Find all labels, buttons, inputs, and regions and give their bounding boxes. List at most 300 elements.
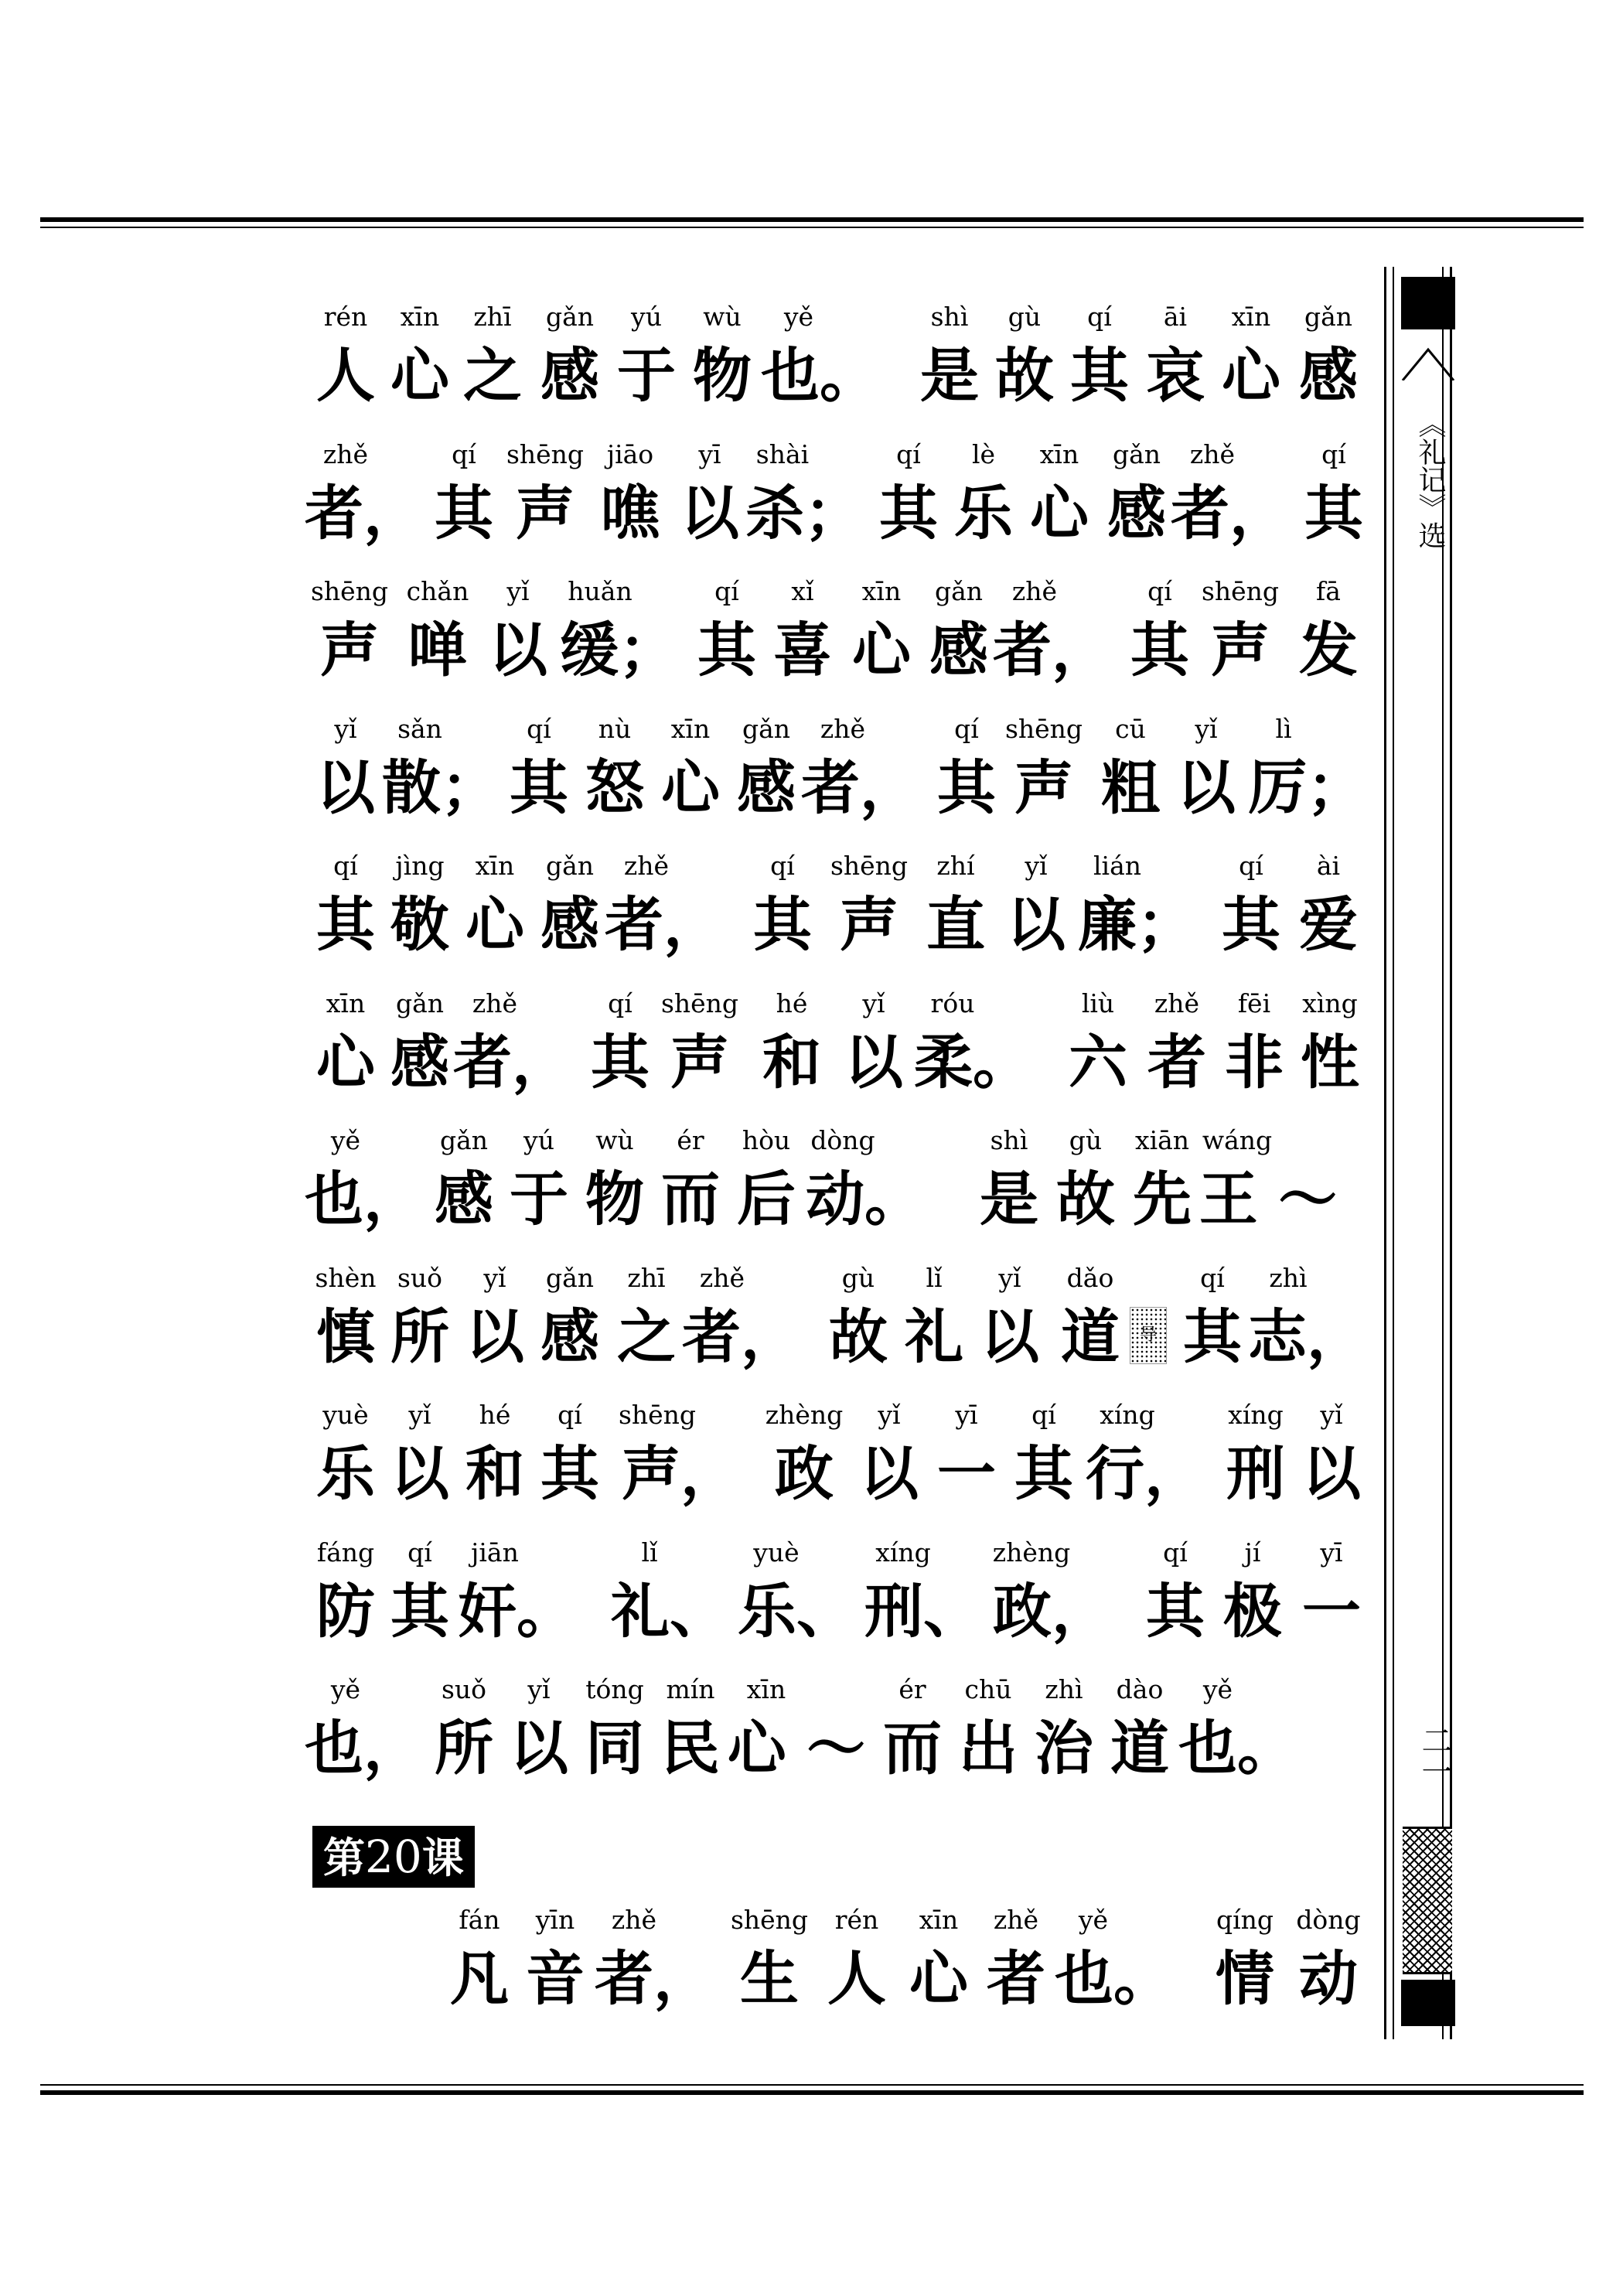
hanzi: 政， <box>993 1576 1110 1646</box>
pinyin: xīn <box>861 576 902 606</box>
hanzi: 者 <box>1147 1027 1206 1097</box>
pinyin: qí <box>714 576 739 606</box>
pinyin: shēng <box>1004 713 1083 744</box>
pinyin: yǐ <box>506 576 530 606</box>
pinyin: yú <box>631 302 662 332</box>
pinyin: zhì <box>1269 1262 1308 1293</box>
pinyin: yuè <box>322 1400 369 1430</box>
pinyin: yīn <box>535 1905 575 1935</box>
pinyin: yǐ <box>1025 851 1048 881</box>
pinyin: ér <box>898 1674 926 1704</box>
hanzi: 凡 <box>450 1944 509 2013</box>
pinyin: qí <box>608 988 632 1018</box>
hanzi: 心 <box>909 1944 968 2013</box>
pinyin: xīn <box>1231 302 1271 332</box>
hanzi: 其 <box>435 478 493 548</box>
hanzi: 心 <box>852 616 911 684</box>
pinyin: yǐ <box>1195 713 1218 744</box>
pinyin: gǎn <box>545 851 595 881</box>
hanzi: 以 <box>680 478 739 548</box>
hanzi: 者， <box>595 1944 712 2013</box>
pinyin: jìng <box>395 851 445 881</box>
hanzi: 极 <box>1223 1576 1282 1646</box>
pinyin: shēng <box>310 576 389 606</box>
pinyin: zhě <box>993 1905 1039 1935</box>
pinyin: chū <box>964 1674 1012 1704</box>
hanzi: 者， <box>801 752 919 822</box>
hanzi: 其 <box>1130 616 1189 684</box>
hanzi: 物 <box>585 1165 644 1233</box>
hanzi: 感 <box>540 341 599 410</box>
pinyin: xīn <box>919 1905 959 1935</box>
pinyin: yě <box>1202 1674 1233 1704</box>
hanzi: 故 <box>829 1302 888 1371</box>
hanzi: 感 <box>737 752 796 822</box>
pinyin: qí <box>527 713 551 744</box>
pinyin: yī <box>698 438 721 469</box>
pinyin: suǒ <box>397 1262 443 1293</box>
hanzi: 人 <box>316 341 375 410</box>
pinyin: wù <box>703 302 742 332</box>
hanzi: 之 <box>463 341 522 410</box>
pinyin: shì <box>930 302 969 332</box>
pinyin: róu <box>930 988 975 1018</box>
hanzi: 故 <box>1056 1165 1115 1233</box>
pinyin: qí <box>407 1537 432 1568</box>
hanzi: 其 <box>1014 1439 1073 1508</box>
sidebar-book-title: 《礼记》选 <box>1414 410 1446 549</box>
hanzi: 之 <box>617 1302 676 1371</box>
hanzi: 者， <box>1171 478 1288 548</box>
pinyin: jiān <box>471 1537 519 1568</box>
hanzi: 其 <box>316 890 375 959</box>
pinyin: zhě <box>1189 438 1236 469</box>
hanzi: 其 <box>1146 1576 1205 1646</box>
hanzi: 噍 <box>601 478 660 548</box>
pinyin: dòng <box>810 1125 875 1155</box>
hanzi: 感 <box>540 890 599 959</box>
hanzi: 啴 <box>408 616 467 684</box>
pinyin: liù <box>1081 988 1115 1018</box>
hanzi: 以 <box>465 1302 524 1371</box>
pinyin: dòng <box>1296 1905 1361 1935</box>
pinyin: hé <box>776 988 808 1018</box>
text-line <box>0 714 1623 830</box>
hanzi: 和 <box>465 1439 524 1508</box>
pinyin: āi <box>1163 302 1188 332</box>
hanzi: 道 <box>1110 1714 1169 1783</box>
pinyin: yǐ <box>878 1400 901 1430</box>
hanzi: 政 <box>775 1439 834 1508</box>
pinyin: dǎo <box>1066 1262 1114 1293</box>
hanzi: 以 <box>510 1714 568 1783</box>
hanzi: 以 <box>1177 752 1236 822</box>
pinyin: qí <box>1321 438 1346 469</box>
lesson-suffix: 课 <box>421 1834 464 1882</box>
pinyin: yě <box>330 1674 361 1704</box>
pinyin: shēng <box>660 988 739 1018</box>
pinyin: yǐ <box>1320 1400 1343 1430</box>
pinyin: xīn <box>326 988 366 1018</box>
hanzi: 人 <box>827 1944 886 2013</box>
hanzi: 同 <box>585 1714 644 1783</box>
hanzi: 物 <box>693 341 752 410</box>
pinyin: yě <box>330 1125 361 1155</box>
hanzi: 其 <box>510 752 568 822</box>
hanzi: 心 ～ <box>727 1714 866 1783</box>
hanzi: 奸。 <box>458 1576 575 1646</box>
hanzi: 刑 <box>1226 1439 1285 1508</box>
pinyin: yǐ <box>334 713 357 744</box>
hanzi: 非 <box>1225 1027 1284 1097</box>
pinyin: gù <box>841 1262 875 1293</box>
text-line <box>0 1400 1623 1516</box>
pinyin: fáng <box>316 1537 375 1568</box>
hanzi: 心 <box>661 752 720 822</box>
pinyin: tóng <box>585 1674 644 1704</box>
hanzi: 感 <box>390 1027 449 1097</box>
hanzi: 者， <box>305 478 422 548</box>
hanzi: 感 <box>929 616 988 684</box>
hanzi: 者， <box>682 1302 800 1371</box>
hanzi: 民 <box>661 1714 720 1783</box>
pinyin: shēng <box>730 1905 809 1935</box>
hanzi: 是 <box>920 341 979 410</box>
hanzi: 也。 <box>1055 1944 1172 2013</box>
hanzi: 后 <box>737 1165 796 1233</box>
pinyin: gǎn <box>545 302 595 332</box>
pinyin: gǎn <box>934 576 984 606</box>
hanzi: 刑、 <box>864 1576 982 1646</box>
pinyin: yǐ <box>408 1400 431 1430</box>
hanzi: 爱 <box>1299 890 1358 959</box>
text-line <box>0 1905 1623 2021</box>
hanzi: 散； <box>382 752 500 822</box>
hanzi: 哀 <box>1146 341 1205 410</box>
pinyin: jí <box>1244 1537 1261 1568</box>
pinyin: shèn <box>315 1262 377 1293</box>
hanzi: 以 <box>1302 1439 1361 1508</box>
pinyin: zhě <box>820 713 866 744</box>
hanzi: 志， <box>1248 1302 1366 1371</box>
pinyin: zhèng <box>992 1537 1071 1568</box>
pinyin: yǐ <box>862 988 885 1018</box>
lesson-number: 20 <box>365 1830 422 1883</box>
pinyin: gù <box>1069 1125 1103 1155</box>
hanzi: 王 ～ <box>1198 1165 1338 1233</box>
annotation-mark: 导 <box>1130 1307 1167 1364</box>
hanzi: 于 <box>510 1165 568 1233</box>
pinyin: qí <box>1200 1262 1225 1293</box>
hanzi: 声 <box>516 478 575 548</box>
text-line <box>0 302 1623 418</box>
pinyin: xìng <box>1302 988 1358 1018</box>
top-rule-thick <box>40 217 1584 222</box>
pinyin: lǐ <box>641 1537 658 1568</box>
pinyin: gǎn <box>1304 302 1353 332</box>
pinyin: zhě <box>1011 576 1058 606</box>
pinyin: qí <box>896 438 921 469</box>
hanzi: 心 <box>465 890 524 959</box>
pinyin: xiān <box>1134 1125 1190 1155</box>
pinyin: fán <box>459 1905 500 1935</box>
hanzi: 而 <box>661 1165 720 1233</box>
pinyin: cū <box>1115 713 1146 744</box>
pinyin: wáng <box>1202 1125 1273 1155</box>
hanzi: 一 <box>1302 1576 1361 1646</box>
text-line <box>0 439 1623 555</box>
hanzi: 以 <box>980 1302 1039 1371</box>
pinyin: gù <box>1008 302 1042 332</box>
pinyin: yú <box>523 1125 554 1155</box>
pinyin: gǎn <box>742 713 791 744</box>
hanzi: 者， <box>993 616 1110 684</box>
pinyin: lián <box>1093 851 1142 881</box>
pinyin: zhě <box>623 851 670 881</box>
pinyin: xīn <box>400 302 440 332</box>
hanzi: 声 <box>320 616 379 684</box>
pinyin: xíng <box>875 1537 931 1568</box>
hanzi: 治 <box>1035 1714 1093 1783</box>
hanzi: 发 <box>1299 616 1358 684</box>
pinyin: shēng <box>506 438 585 469</box>
pinyin: qí <box>557 1400 582 1430</box>
pinyin: zhī <box>473 302 512 332</box>
pinyin: hé <box>479 1400 511 1430</box>
hanzi: 先 <box>1133 1165 1192 1233</box>
pinyin: huǎn <box>568 576 632 606</box>
pinyin: shēng <box>830 851 909 881</box>
pinyin: zhě <box>472 988 518 1018</box>
pinyin: zhě <box>611 1905 657 1935</box>
hanzi: 以 <box>390 1439 449 1508</box>
pinyin: dào <box>1116 1674 1164 1704</box>
hanzi: 其 <box>591 1027 650 1097</box>
pinyin: fēi <box>1237 988 1271 1018</box>
bottom-rule-thin <box>40 2084 1584 2086</box>
hanzi: 六 <box>1069 1027 1127 1097</box>
pinyin: gǎn <box>439 1125 489 1155</box>
hanzi: 心 <box>316 1027 375 1097</box>
hanzi: 声 <box>1211 616 1270 684</box>
hanzi: 其 <box>1304 478 1363 548</box>
hanzi: 心 <box>1030 478 1089 548</box>
hanzi: 者 <box>987 1944 1045 2013</box>
hanzi: 其 <box>697 616 756 684</box>
pinyin: yě <box>783 302 814 332</box>
pinyin: yǐ <box>998 1262 1021 1293</box>
pinyin: lè <box>971 438 996 469</box>
hanzi: 其 <box>540 1439 599 1508</box>
hanzi: 性 <box>1301 1027 1359 1097</box>
pinyin: mín <box>666 1674 715 1704</box>
pinyin: yǐ <box>483 1262 506 1293</box>
hanzi: 也， <box>305 1714 422 1783</box>
hanzi: 以 <box>489 616 547 684</box>
hanzi: 感 <box>1107 478 1166 548</box>
hanzi: 感 <box>1299 341 1358 410</box>
pinyin: gǎn <box>395 988 445 1018</box>
hanzi: 是 <box>980 1165 1038 1233</box>
hanzi: 以 <box>860 1439 919 1508</box>
pinyin: xíng <box>1100 1400 1155 1430</box>
hanzi: 粗 <box>1101 752 1160 822</box>
hanzi: 声 <box>670 1027 729 1097</box>
hanzi: 也。 <box>761 341 878 410</box>
hanzi: 敬 <box>390 890 449 959</box>
hanzi: 感 <box>435 1165 493 1233</box>
hanzi: 情 <box>1216 1944 1274 2013</box>
pinyin: qí <box>1239 851 1263 881</box>
hanzi: 其 <box>1222 890 1280 959</box>
pinyin: zhě <box>1154 988 1200 1018</box>
pinyin: zhèng <box>765 1400 844 1430</box>
pinyin: rén <box>834 1905 879 1935</box>
hanzi: 声 <box>840 890 898 959</box>
pinyin: nù <box>598 713 632 744</box>
pinyin: gǎn <box>545 1262 595 1293</box>
hanzi: 乐 <box>316 1439 375 1508</box>
pinyin: lǐ <box>926 1262 943 1293</box>
hanzi: 以 <box>1007 890 1066 959</box>
hanzi: 而 <box>883 1714 942 1783</box>
hanzi: 生 <box>740 1944 799 2013</box>
hanzi: 于 <box>617 341 676 410</box>
pinyin: qí <box>333 851 358 881</box>
text-line <box>0 988 1623 1104</box>
hanzi: 直 <box>926 890 985 959</box>
pinyin: xīn <box>746 1674 786 1704</box>
pinyin: rén <box>323 302 368 332</box>
hanzi: 杀； <box>745 478 863 548</box>
pinyin: yǐ <box>527 1674 551 1704</box>
hanzi: 行， <box>1086 1439 1203 1508</box>
hanzi: 其 <box>390 1576 449 1646</box>
hanzi: 所 <box>390 1302 449 1371</box>
hanzi: 礼、 <box>611 1576 728 1646</box>
pinyin: yě <box>1078 1905 1109 1935</box>
hanzi: 声 <box>1014 752 1073 822</box>
hanzi: 慎 <box>316 1302 375 1371</box>
pinyin: qíng <box>1216 1905 1274 1935</box>
pinyin: qí <box>1087 302 1112 332</box>
pinyin: qí <box>452 438 476 469</box>
pinyin: xīn <box>670 713 711 744</box>
pinyin: ài <box>1316 851 1341 881</box>
hanzi: 所 <box>435 1714 493 1783</box>
pinyin: qí <box>1031 1400 1056 1430</box>
hanzi: 动 <box>1299 1944 1358 2013</box>
pinyin: shēng <box>1201 576 1280 606</box>
hanzi: 怒 <box>585 752 644 822</box>
hanzi: 道 <box>1061 1302 1120 1371</box>
pinyin: hòu <box>742 1125 791 1155</box>
hanzi: 其 <box>937 752 996 822</box>
hanzi: 乐 <box>954 478 1013 548</box>
pinyin: yī <box>1320 1537 1343 1568</box>
pinyin: qí <box>1147 576 1172 606</box>
pinyin: shēng <box>618 1400 697 1430</box>
pinyin: shài <box>755 438 810 469</box>
hanzi: 者， <box>605 890 722 959</box>
pinyin: zhì <box>1045 1674 1083 1704</box>
pinyin: ér <box>677 1125 704 1155</box>
hanzi: 一 <box>937 1439 996 1508</box>
text-line <box>0 576 1623 692</box>
pinyin: yī <box>955 1400 978 1430</box>
hanzi: 故 <box>995 341 1054 410</box>
pinyin: zhě <box>699 1262 745 1293</box>
pinyin: xīn <box>475 851 515 881</box>
pinyin: jiāo <box>606 438 654 469</box>
pinyin: qí <box>1163 1537 1188 1568</box>
pinyin: wù <box>595 1125 634 1155</box>
pinyin: suǒ <box>441 1674 487 1704</box>
hanzi: 喜 <box>773 616 832 684</box>
top-rule-thin <box>40 227 1584 228</box>
pinyin: zhí <box>936 851 975 881</box>
hanzi: 其 <box>879 478 938 548</box>
hanzi: 动。 <box>806 1165 923 1233</box>
hanzi: 音 <box>526 1944 585 2013</box>
pinyin: zhī <box>627 1262 666 1293</box>
text-line <box>0 1537 1623 1653</box>
hanzi: 和 <box>762 1027 821 1097</box>
text-line <box>0 1125 1623 1241</box>
hanzi: 乐、 <box>738 1576 855 1646</box>
hanzi: 心 <box>390 341 449 410</box>
hanzi: 厉； <box>1248 752 1366 822</box>
pinyin: zhě <box>322 438 369 469</box>
hanzi: 其 <box>753 890 812 959</box>
pinyin: qí <box>954 713 979 744</box>
sidebar-page-number: 二一 <box>1417 1725 1452 1786</box>
text-line <box>0 851 1623 967</box>
hanzi: 感 <box>540 1302 599 1371</box>
lesson-prefix: 第 <box>323 1834 365 1882</box>
pinyin: chǎn <box>406 576 469 606</box>
hanzi: 柔。 <box>914 1027 1031 1097</box>
hanzi: 其 <box>1183 1302 1242 1371</box>
pinyin: fā <box>1316 576 1341 606</box>
bottom-rule-thick <box>40 2090 1584 2095</box>
hanzi: 其 <box>1070 341 1129 410</box>
hanzi: 缓； <box>560 616 677 684</box>
pinyin: sǎn <box>397 713 442 744</box>
hanzi: 礼 <box>905 1302 963 1371</box>
hanzi: 防 <box>316 1576 375 1646</box>
hanzi: 以 <box>316 752 375 822</box>
pinyin: qí <box>770 851 795 881</box>
pinyin: xīn <box>1039 438 1079 469</box>
lesson-heading <box>312 1826 475 1888</box>
hanzi: 出 <box>959 1714 1018 1783</box>
text-line <box>0 1263 1623 1379</box>
hanzi: 也。 <box>1178 1714 1296 1783</box>
pinyin: xíng <box>1228 1400 1284 1430</box>
hanzi: 者， <box>453 1027 571 1097</box>
pinyin: lì <box>1275 713 1292 744</box>
hanzi: 也， <box>305 1165 422 1233</box>
pinyin: xǐ <box>791 576 814 606</box>
text-line <box>0 1674 1623 1790</box>
pinyin: yuè <box>753 1537 800 1568</box>
pinyin: shì <box>990 1125 1028 1155</box>
hanzi: 声， <box>622 1439 739 1508</box>
hanzi: 心 <box>1222 341 1280 410</box>
hanzi: 廉； <box>1078 890 1195 959</box>
pinyin: gǎn <box>1112 438 1161 469</box>
